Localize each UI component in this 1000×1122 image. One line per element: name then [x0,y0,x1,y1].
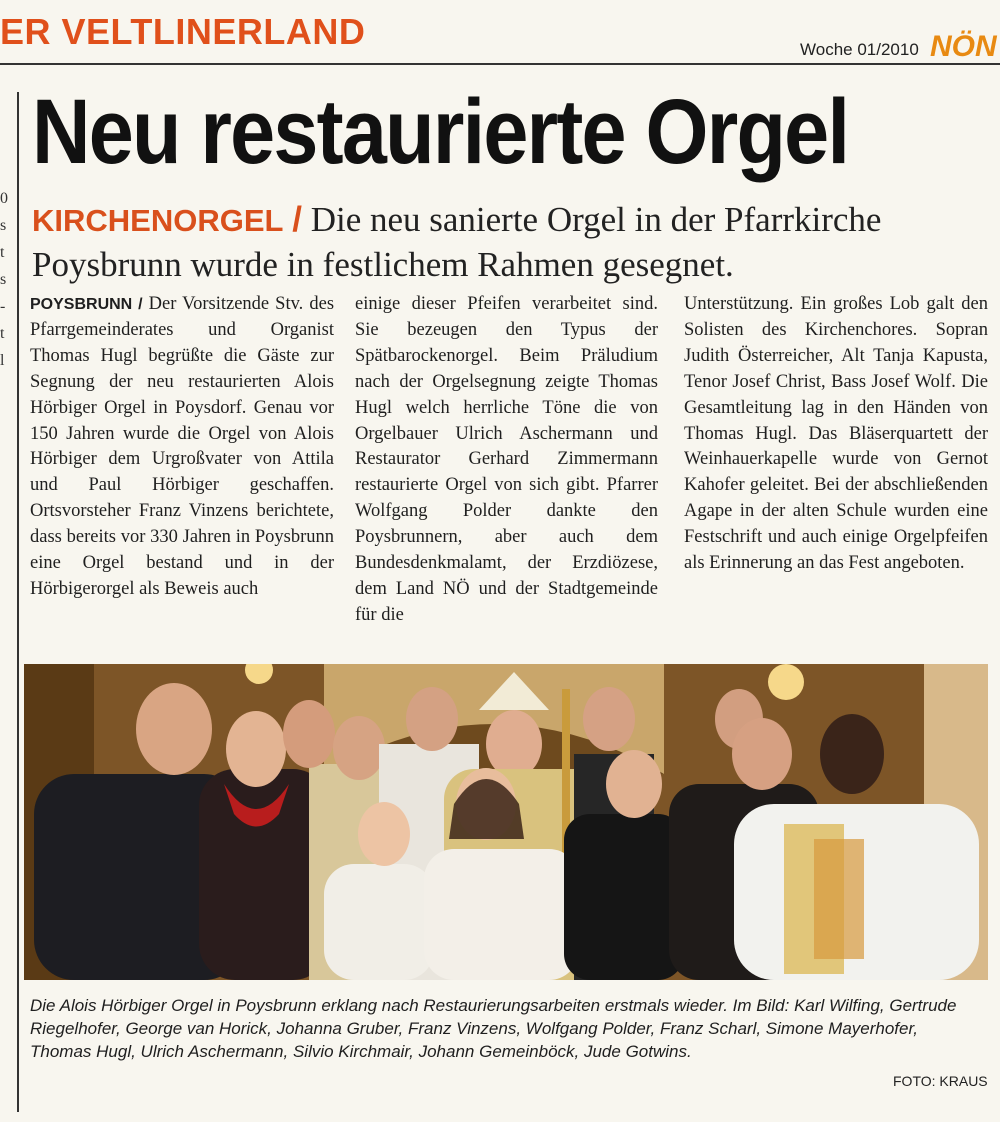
article-column-1 [30,292,334,603]
issue-week: Woche 01/2010 [800,40,919,59]
kicker: KIRCHENORGEL [32,203,284,238]
photo-credit: FOTO: KRAUS [893,1073,988,1089]
column-divider [17,92,19,1112]
article-column-3: Unterstützung. Ein großes Lob galt den Solisten des Kirchenchores. Sopran Judith Österreicher, Alt Tanja Kapusta, Tenor Josef Christ, Bass Josef Wolf. Die Gesamtleitung lag in den Händen von Thomas Hugl. Das Bläserquartett der Weinhauerkapelle wurde von Gernot Kahofer geleitet. Bei der abschließenden Agape in der alten Schule wurden eine Festschrift und auch einige Orgelpfeifen als Erinnerung an das Fest angeboten. [684,294,988,574]
column-1-text: Der Vorsitzende Stv. des Pfarrgemeinderates und Organist Thomas Hugl begrüßte die Gäste zur Segnung der neu restaurierten Alois Hörbiger Orgel in Poysdorf. Genau vor 150 Jahren wurde die Orgel von Alois Hörbiger dem Urgroßvater von Attila und Paul Hörbiger geschaffen. Ortsvorsteher Franz Vinzens berichtete, dass bereits vor 330 Jahren in Poysbrunn eine Orgel bestand und in der Hörbigerorgel als Beweis auch [30,294,335,599]
group-photo-illustration [24,664,988,980]
brand-logo: NÖN [930,30,997,63]
subtitle: Die neu sanierte Orgel in der Pfarrkirche Poysbrunn wurde in festlichem Rahmen gesegnet. [32,200,882,284]
dateline: POYSBRUNN / [30,296,143,313]
kicker-slash: / [292,200,302,239]
cropped-edge-text: 0 s t s - t l [0,190,8,369]
headline: Neu restaurierte Orgel [32,81,849,183]
group-photo [24,664,988,980]
subtitle-block [32,198,982,287]
article-column-2: einige dieser Pfeifen verarbeitet sind. Sie bezeugen den Typus der Spätbarockenorgel. Beim Präludium nach der Orgelsegnung zeigte Thomas Hugl welch herrliche Töne die von Orgelbauer Ulrich Aschermann und Restaurator Gerhard Zimmermann restaurierte Orgel von sich gibt. Pfarrer Wolfgang Polder dankte den Poysbrunnern, aber auch dem Bundesdenkmalamt, der Erzdiözese, dem Land NÖ und der Stadtgemeinde für die [355,294,658,625]
header-rule [0,63,1000,65]
photo-caption: Die Alois Hörbiger Orgel in Poysbrunn erklang nach Restaurierungsarbeiten erstmals wieder. Im Bild: Karl Wilfing, Gertrude Riegelhofer, George van Horick, Johanna Gruber, Franz Vinzens, Wolfgang Polder, Franz Scharl, Simone Mayerhofer, Thomas Hugl, Ulrich Aschermann, Silvio Kirchmair, Johann Gemeinböck, Jude Gotwins. [30,996,957,1061]
section-title: ER VELTLINERLAND [0,11,366,52]
